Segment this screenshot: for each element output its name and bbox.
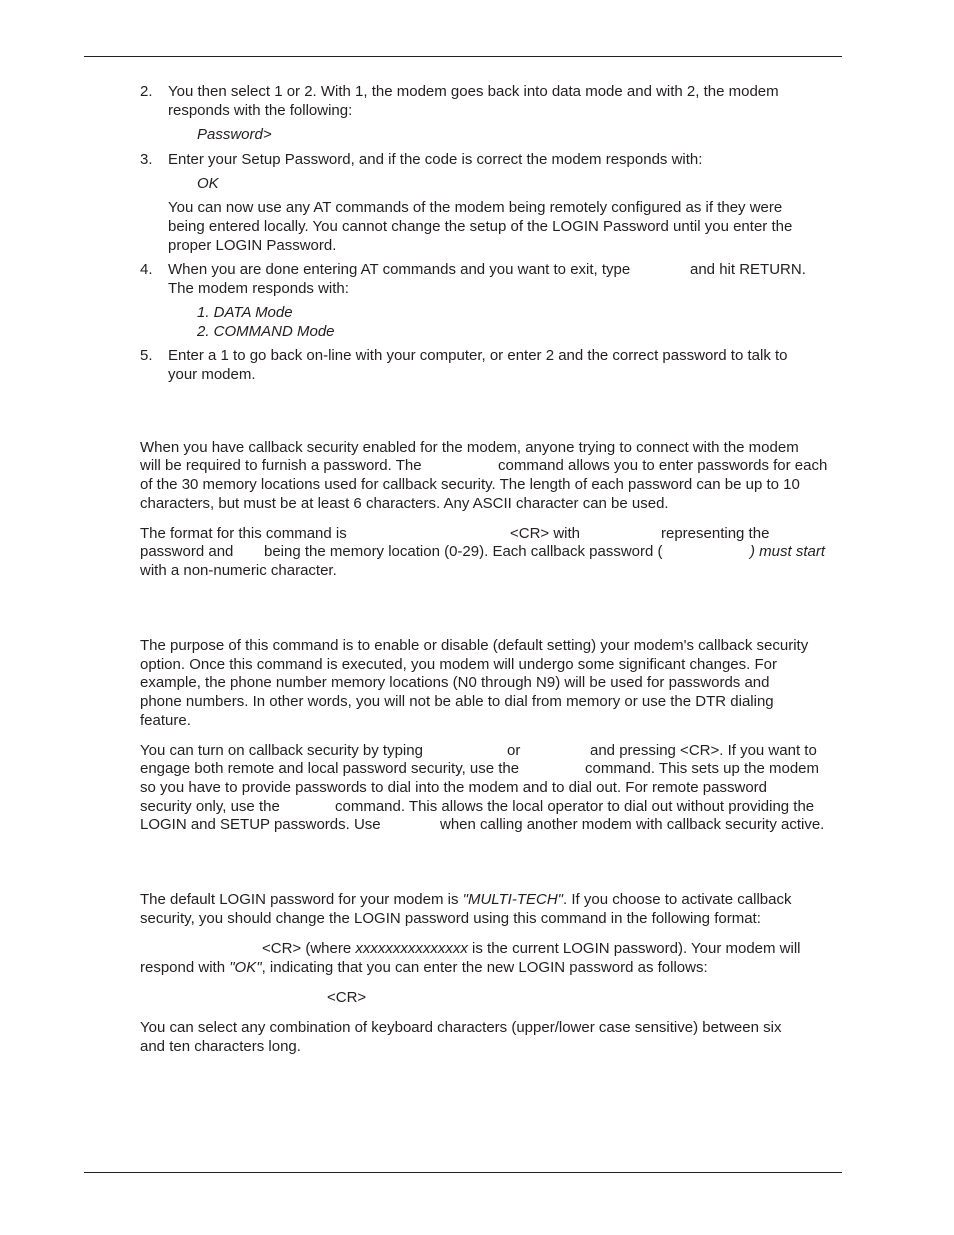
paragraph-line: respond with "OK", indicating that you can enter the new LOGIN password as follows:	[140, 959, 708, 976]
paragraph-line: The purpose of this command is to enable or disable (default setting) your modem's callback security	[140, 637, 809, 654]
paragraph-line: security only, use the	[140, 798, 280, 815]
modem-response: 2. COMMAND Mode	[197, 323, 335, 340]
paragraph-line: command allows you to enter passwords for each	[498, 457, 828, 474]
paragraph-line: example, the phone number memory locations (N0 through N9) will be used for passwords and	[140, 674, 770, 691]
list-number: 3.	[140, 151, 153, 168]
paragraph-line: The format for this command is	[140, 525, 347, 542]
list-text: You then select 1 or 2. With 1, the modem goes back into data mode and with 2, the modem	[168, 83, 779, 100]
paragraph-line: with a non-numeric character.	[140, 562, 337, 579]
list-number: 4.	[140, 261, 153, 278]
paragraph-line: representing the	[661, 525, 770, 542]
paragraph-line: engage both remote and local password security, use the	[140, 760, 520, 777]
list-text: Enter a 1 to go back on-line with your computer, or enter 2 and the correct password to talk to	[168, 347, 788, 364]
list-text: The modem responds with:	[168, 280, 349, 297]
paragraph-line: will be required to furnish a password. The	[140, 457, 422, 474]
list-number: 2.	[140, 83, 153, 100]
modem-response: Password>	[197, 126, 272, 143]
paragraph-line: or	[507, 742, 521, 759]
paragraph-line: <CR> (where xxxxxxxxxxxxxxx is the current LOGIN password). Your modem will	[262, 940, 801, 957]
list-text: your modem.	[168, 366, 256, 383]
paragraph-line: when calling another modem with callback security active.	[440, 816, 825, 833]
note-text: being entered locally. You cannot change the setup of the LOGIN Password until you enter the	[168, 218, 793, 235]
paragraph-line: When you have callback security enabled for the modem, anyone trying to connect with the modem	[140, 439, 799, 456]
paragraph-line: ) must start	[750, 543, 826, 560]
list-text: and hit RETURN.	[690, 261, 806, 278]
paragraph-line: password and	[140, 543, 234, 560]
paragraph-line: command. This allows the local operator to dial out without providing the	[335, 798, 815, 815]
paragraph-line: You can turn on callback security by typing	[140, 742, 423, 759]
paragraph-line: <CR> with	[510, 525, 581, 542]
list-text: When you are done entering AT commands and you want to exit, type	[168, 261, 631, 278]
footer-rule	[84, 1172, 842, 1173]
paragraph-line: phone numbers. In other words, you will not be able to dial from memory or use the DTR dialing	[140, 693, 774, 710]
list-number: 5.	[140, 347, 153, 364]
paragraph-line: The default LOGIN password for your modem is "MULTI-TECH". If you choose to activate callback	[140, 891, 792, 908]
note-text: proper LOGIN Password.	[168, 237, 337, 254]
paragraph-line: characters, but must be at least 6 characters. Any ASCII character can be used.	[140, 495, 669, 512]
paragraph-line: security, you should change the LOGIN password using this command in the following format:	[140, 910, 761, 927]
paragraph-line: You can select any combination of keyboard characters (upper/lower case sensitive) between six	[140, 1019, 782, 1036]
paragraph-line: feature.	[140, 712, 191, 729]
list-text: responds with the following:	[168, 102, 353, 119]
paragraph-line: command. This sets up the modem	[585, 760, 819, 777]
paragraph-line: and pressing <CR>. If you want to	[590, 742, 817, 759]
list-text: Enter your Setup Password, and if the code is correct the modem responds with:	[168, 151, 703, 168]
paragraph-line: <CR>	[327, 989, 367, 1006]
paragraph-line: LOGIN and SETUP passwords. Use	[140, 816, 381, 833]
note-text: You can now use any AT commands of the modem being remotely configured as if they were	[168, 199, 783, 216]
modem-response: 1. DATA Mode	[197, 304, 293, 321]
paragraph-line: of the 30 memory locations used for callback security. The length of each password can be up to 10	[140, 476, 800, 493]
modem-response: OK	[197, 175, 219, 192]
header-rule	[84, 56, 842, 57]
paragraph-line: being the memory location (0-29). Each callback password (	[264, 543, 663, 560]
paragraph-line: so you have to provide passwords to dial into the modem and to dial out. For remote password	[140, 779, 768, 796]
paragraph-line: option. Once this command is executed, you modem will undergo some significant changes. For	[140, 656, 777, 673]
paragraph-line: and ten characters long.	[140, 1038, 301, 1055]
